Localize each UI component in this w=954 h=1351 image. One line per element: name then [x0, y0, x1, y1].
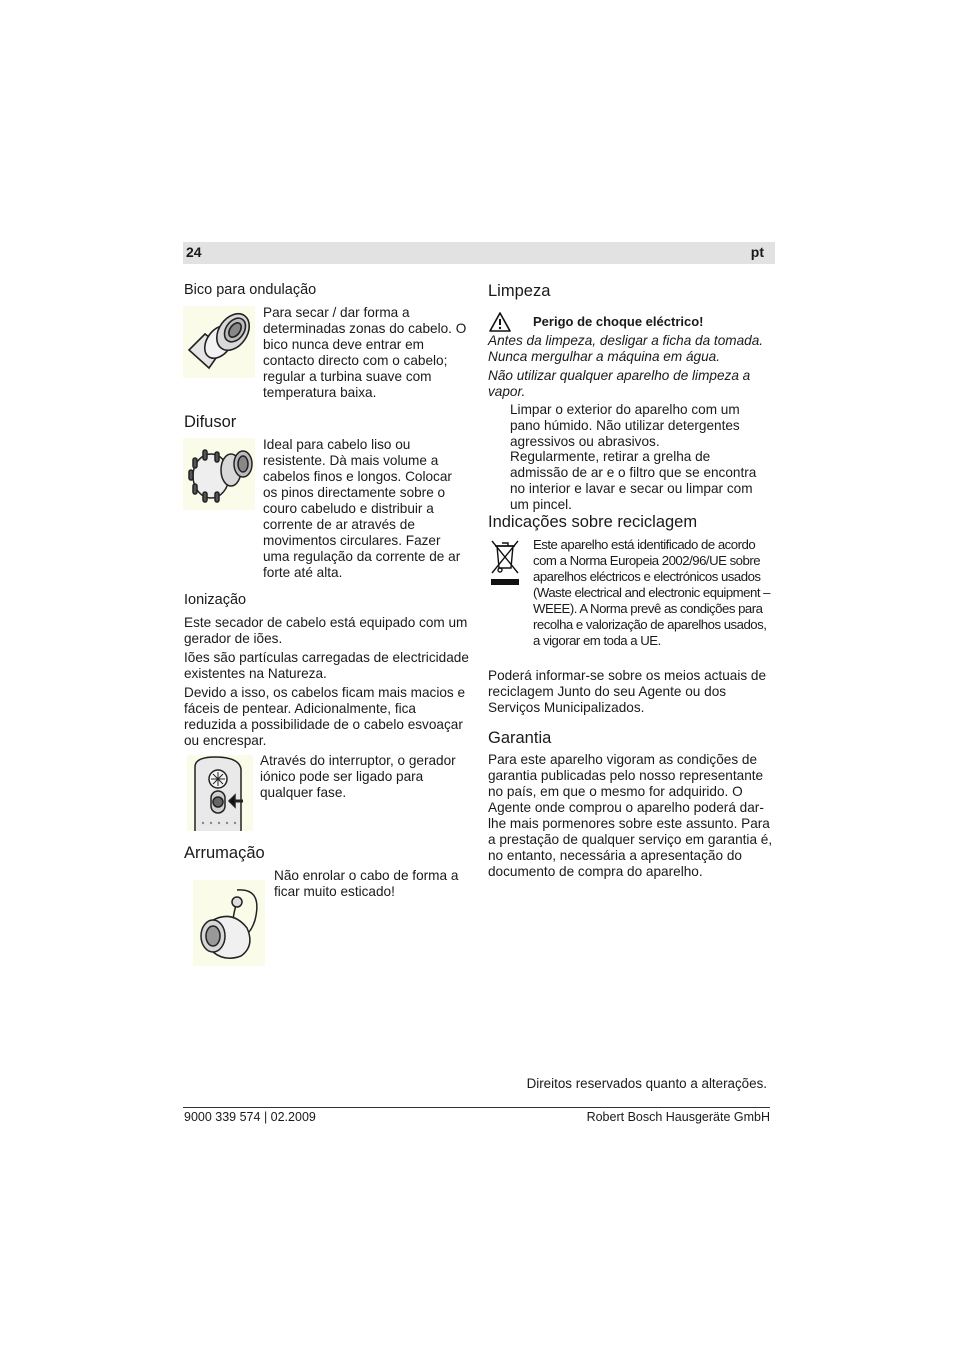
storage-text: Não enrolar o cabo de forma a ficar muito esticado! — [274, 868, 459, 899]
doc-number: 9000 339 574 | 02.2009 — [184, 1110, 316, 1124]
cleaning-p2: Regularmente, retirar a grelha de admissão de ar e o filtro que se encontra no interior e lavar e secar ou limpar com um pincel. — [510, 449, 757, 512]
header-bar — [183, 242, 775, 264]
warning-triangle-icon — [488, 311, 512, 333]
diffuser-text: Ideal para cabelo liso ou resistente. Dà mais volume a cabelos finos e longos. Colocar os pinos directamente sobre o couro cabeludo e distribuir a corrente de ar através de movimentos circulares. Fazer uma regulação da corrente de ar forte até alta. — [263, 437, 461, 580]
diffuser-heading: Difusor — [184, 413, 237, 431]
warning-text-2: Não utilizar qualquer aparelho de limpeza a vapor. — [488, 368, 751, 399]
nozzle-heading: Bico para ondulação — [184, 282, 317, 298]
company-name: Robert Bosch Hausgeräte GmbH — [586, 1110, 770, 1124]
warranty-heading: Garantia — [488, 729, 552, 747]
recycling-heading: Indicações sobre reciclagem — [488, 513, 698, 531]
footer-rule — [183, 1107, 770, 1108]
nozzle-illustration — [183, 306, 255, 378]
diffuser-illustration — [183, 438, 255, 510]
ionization-p3: Devido a isso, os cabelos ficam mais macios e fáceis de pentear. Adicionalmente, fica reduzida a possibilidade de o cabelo esvoaçar ou encrespar. — [184, 685, 466, 748]
rights-reserved: Direitos reservados quanto a alterações. — [526, 1076, 767, 1091]
cleaning-p1: Limpar o exterior do aparelho com um pano húmido. Não utilizar detergentes agressivos ou abrasivos. — [510, 402, 740, 449]
cord-storage-illustration — [193, 880, 265, 966]
recycling-p2: Poderá informar-se sobre os meios actuais de reciclagem Junto do seu Agente ou dos Serviços Municipalizados. — [488, 668, 767, 715]
ionization-heading: Ionização — [184, 592, 247, 608]
nozzle-text: Para secar / dar forma a determinadas zonas do cabelo. O bico nunca deve entrar em contacto directo com o cabelo; regular a turbina suave com temperatura baixa. — [263, 305, 467, 400]
storage-heading: Arrumação — [184, 844, 265, 862]
warning-title: Perigo de choque eléctrico! — [533, 314, 704, 329]
ionization-p1: Este secador de cabelo está equipado com um gerador de iões. — [184, 615, 468, 646]
crossed-bin-icon — [489, 538, 521, 588]
cleaning-heading: Limpeza — [488, 282, 551, 300]
page-number: 24 — [186, 244, 202, 260]
language-code: pt — [750, 244, 764, 260]
warranty-text: Para este aparelho vigoram as condições de garantia publicadas pelo nosso representante no país, em que o mesmo for adquirido. O Agente onde comprou o aparelho poderá dar-lhe mais pormenores sobre este assunto. Para a prestação de qualquer serviço em garantia é, no entanto, necessária a apresentação do documento de compra do aparelho. — [488, 752, 773, 879]
ionization-p2: Iões são partículas carregadas de electricidade existentes na Natureza. — [184, 650, 469, 681]
recycling-text: Este aparelho está identificado de acordo com a Norma Europeia 2002/96/UE sobre aparelhos eléctricos e electrónicos usados (Waste electrical and electronic equipment – WEEE). A Norma prevê as condições para recolha e valorização de aparelhos usados, a vigorar em toda a UE. — [533, 537, 770, 648]
ionization-p4: Através do interruptor, o gerador iónico pode ser ligado para qualquer fase. — [260, 753, 456, 800]
ion-switch-illustration — [187, 755, 253, 831]
warning-text-1: Antes da limpeza, desligar a ficha da tomada. Nunca mergulhar a máquina em água. — [488, 333, 764, 364]
